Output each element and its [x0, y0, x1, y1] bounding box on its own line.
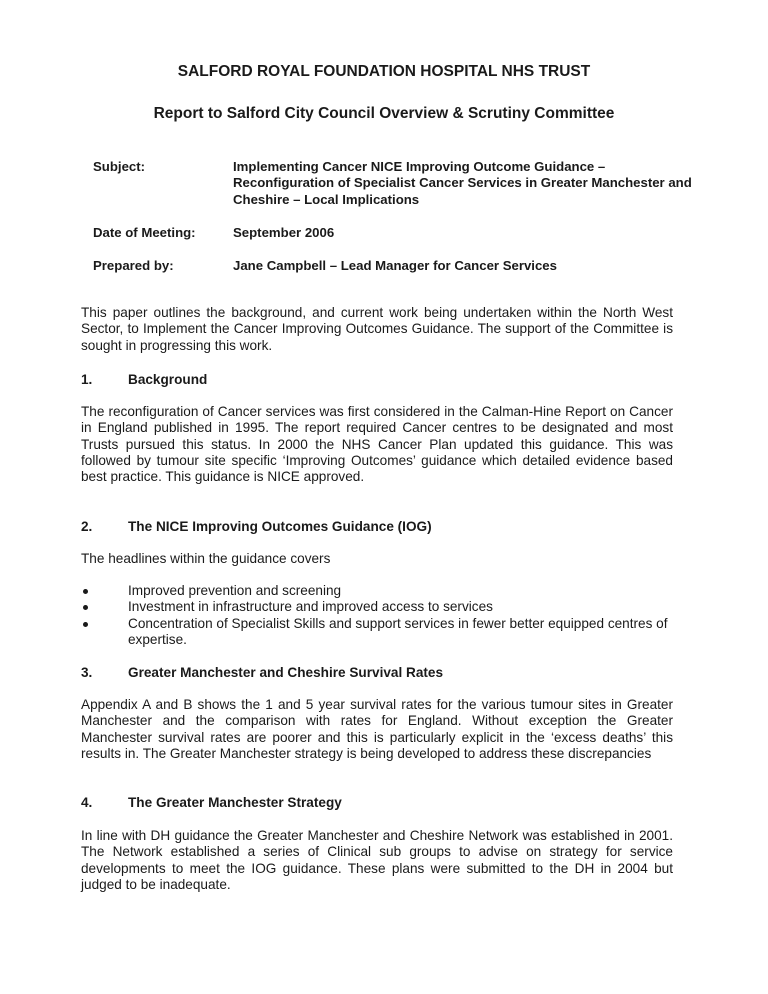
- bullet-item: [81, 599, 681, 615]
- section-2-title: The NICE Improving Outcomes Guidance (IOG): [128, 519, 432, 534]
- intro-paragraph: This paper outlines the background, and current work being undertaken within the North West Sector, to Implement the Cancer Improving Outcomes Guidance. The support of the Committee is sought in progressing this work.: [81, 305, 673, 353]
- document-subtitle: Report to Salford City Council Overview & Scrutiny Committee: [153, 105, 615, 122]
- section-3-body: Appendix A and B shows the 1 and 5 year survival rates for the various tumour sites in Greater Manchester and the comparison with rates for England. Without exception the Greater Manchester survival rates are poorer and this is particularly explicit in the ‘excess deaths’ this results in. The Greater Manchester strategy is being developed to address these discrepancies: [81, 697, 673, 761]
- section-3-number: 3.: [81, 665, 93, 680]
- prepared-label: Prepared by:: [93, 258, 174, 273]
- bullet-text: Concentration of Specialist Skills and support services in fewer better equipped centres of expertise.: [128, 615, 668, 647]
- section-4-number: 4.: [81, 795, 93, 810]
- bullet-icon: [83, 605, 88, 610]
- prepared-value: Jane Campbell – Lead Manager for Cancer Services: [233, 258, 557, 273]
- subject-label: Subject:: [93, 159, 146, 174]
- section-1-number: 1.: [81, 372, 93, 387]
- subject-value: Implementing Cancer NICE Improving Outcome Guidance – Reconfiguration of Specialist Cancer Services in Greater Manchester and Cheshire – Local Implications: [233, 159, 692, 207]
- document-title: SALFORD ROYAL FOUNDATION HOSPITAL NHS TRUST: [177, 63, 591, 80]
- bullet-icon: [83, 589, 88, 594]
- section-2-body: The headlines within the guidance covers: [81, 551, 331, 566]
- bullet-item: [81, 583, 681, 599]
- bullet-text: Investment in infrastructure and improved access to services: [128, 599, 493, 615]
- section-2-bullet-list: [81, 583, 681, 648]
- section-3-title: Greater Manchester and Cheshire Survival Rates: [128, 665, 444, 680]
- section-2-number: 2.: [81, 519, 93, 534]
- date-label: Date of Meeting:: [93, 225, 196, 240]
- section-1-title: Background: [128, 372, 208, 387]
- date-value: September 2006: [233, 225, 335, 240]
- section-1-body: The reconfiguration of Cancer services was first considered in the Calman-Hine Report on Cancer in England published in 1995. The report required Cancer centres to be designated and most Trusts pursued this status. In 2000 the NHS Cancer Plan updated this guidance. This was followed by tumour site specific ‘Improving Outcomes’ guidance which detailed evidence based best practice. This guidance is NICE approved.: [81, 404, 673, 485]
- bullet-icon: [83, 622, 88, 627]
- section-4-body: In line with DH guidance the Greater Manchester and Cheshire Network was established in 2001. The Network established a series of Clinical sub groups to advise on strategy for service developments to meet the IOG guidance. These plans were submitted to the DH in 2004 but judged to be inadequate.: [81, 828, 673, 892]
- bullet-item: [81, 616, 681, 649]
- bullet-text: Improved prevention and screening: [128, 583, 342, 598]
- section-4-title: The Greater Manchester Strategy: [128, 795, 342, 810]
